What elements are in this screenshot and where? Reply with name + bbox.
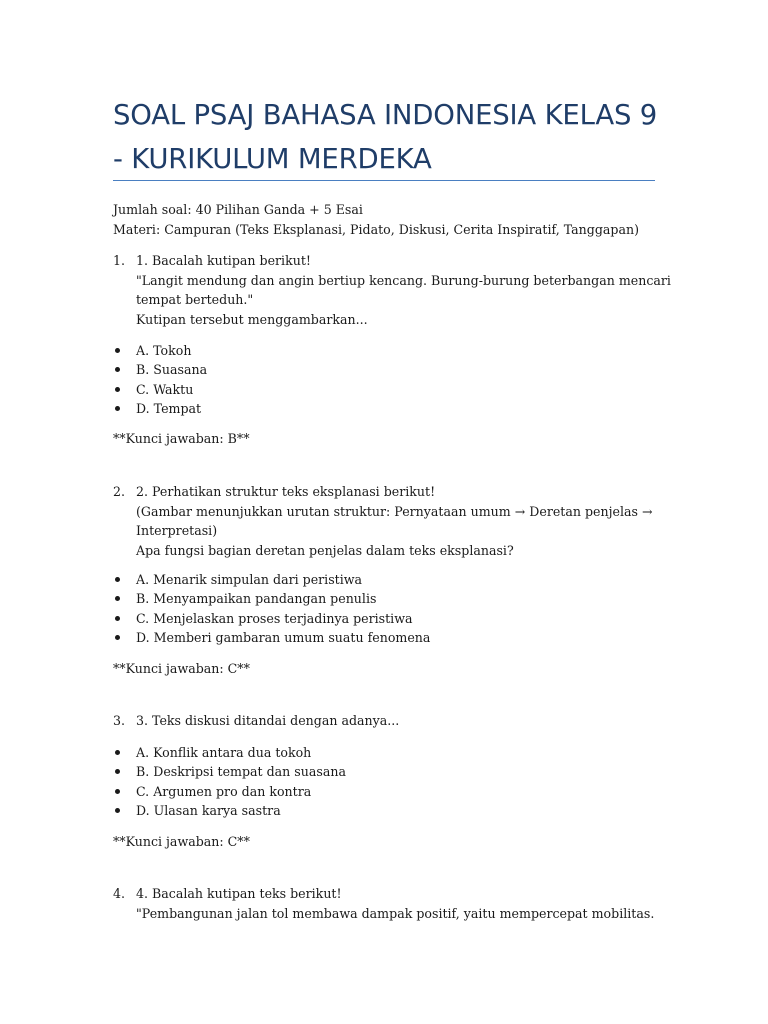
- question-line: 1. Bacalah kutipan berikut!: [136, 253, 311, 268]
- question-number: 1.: [113, 253, 126, 268]
- question-line: "Langit mendung dan angin bertiup kencang. Burung-burung beterbangan mencari: [136, 272, 671, 288]
- answer-key-1: **Kunci jawaban: B**: [113, 431, 250, 446]
- question-line: 3. Teks diskusi ditandai dengan adanya...: [136, 713, 400, 728]
- question-line: tempat berteduh.": [136, 292, 254, 307]
- question-line: 2. Perhatikan struktur teks eksplanasi berikut!: [136, 484, 436, 499]
- answer-option: A. Tokoh: [113, 341, 207, 360]
- answer-option: D. Ulasan karya sastra: [113, 801, 346, 820]
- answer-option: D. Memberi gambaran umum suatu fenomena: [113, 628, 430, 647]
- answer-options-1: [113, 341, 207, 418]
- question-text: [136, 482, 653, 560]
- question-text: [136, 711, 631, 731]
- question-number: 4.: [113, 886, 126, 901]
- answer-option: A. Menarik simpulan dari peristiwa: [113, 570, 430, 589]
- answer-option: B. Suasana: [113, 360, 207, 379]
- answer-option: B. Deskripsi tempat dan suasana: [113, 762, 346, 781]
- answer-option: D. Tempat: [113, 399, 207, 418]
- question-line: (Gambar menunjukkan urutan struktur: Pernyataan umum → Deretan penjelas →: [136, 503, 653, 519]
- question-text: [136, 884, 655, 923]
- document-meta: [113, 200, 639, 239]
- material-info: Materi: Campuran (Teks Eksplanasi, Pidato, Diskusi, Cerita Inspiratif, Tanggapan): [113, 221, 639, 237]
- answer-option: C. Waktu: [113, 380, 207, 399]
- question-line: 4. Bacalah kutipan teks berikut!: [136, 886, 342, 901]
- question-number: 3.: [113, 713, 126, 728]
- answer-options-3: [113, 743, 346, 820]
- answer-key-2: **Kunci jawaban: C**: [113, 661, 250, 676]
- title-divider: [113, 180, 655, 181]
- question-line: Interpretasi): [136, 523, 218, 538]
- question-line: Apa fungsi bagian deretan penjelas dalam teks eksplanasi?: [136, 542, 514, 558]
- answer-key-3: **Kunci jawaban: C**: [113, 834, 250, 849]
- answer-option: B. Menyampaikan pandangan penulis: [113, 589, 430, 608]
- question-line: Kutipan tersebut menggambarkan...: [136, 311, 368, 327]
- answer-option: C. Menjelaskan proses terjadinya peristiwa: [113, 609, 430, 628]
- question-text: [136, 251, 671, 329]
- answer-option: C. Argumen pro dan kontra: [113, 782, 346, 801]
- question-line: "Pembangunan jalan tol membawa dampak positif, yaitu mempercepat mobilitas.: [136, 905, 655, 921]
- answer-option: A. Konflik antara dua tokoh: [113, 743, 346, 762]
- page-title: SOAL PSAJ BAHASA INDONESIA KELAS 9 - KURIKULUM MERDEKA: [113, 99, 658, 175]
- question-count: Jumlah soal: 40 Pilihan Ganda + 5 Esai: [113, 202, 363, 217]
- answer-options-2: [113, 570, 430, 647]
- question-number: 2.: [113, 484, 126, 499]
